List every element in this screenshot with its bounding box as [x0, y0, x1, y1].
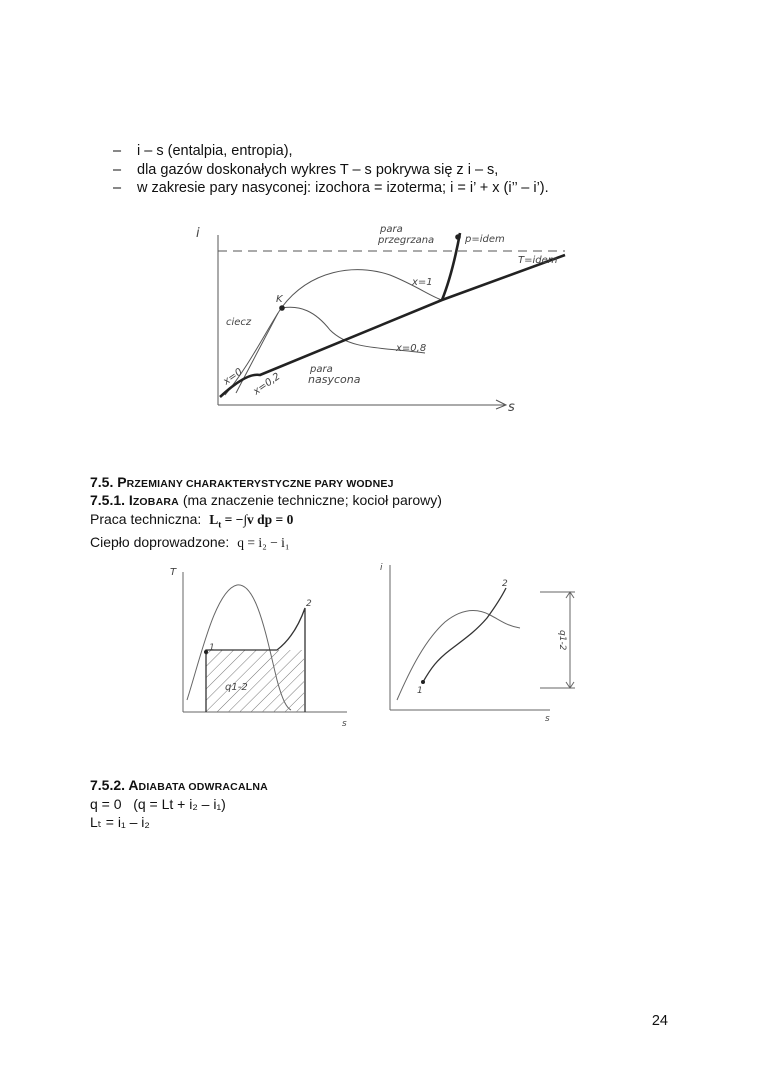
- label-point-1: 1: [417, 686, 423, 696]
- bullet-text: w zakresie pary nasyconej: izochora = izoterma; i = i’ + x (i’’ – i’).: [137, 180, 549, 196]
- bullet-list: [113, 142, 549, 198]
- label-x0: x=0: [221, 366, 245, 388]
- bullet-text: i – s (entalpia, entropia),: [137, 143, 293, 159]
- label-point-1: 1: [209, 643, 215, 653]
- label-i: i: [196, 226, 200, 241]
- section-title-initial: A: [128, 777, 139, 793]
- praca-label: Praca techniczna:: [90, 511, 202, 527]
- label-point-2: 2: [306, 599, 312, 609]
- section-title-initial: P: [117, 474, 127, 490]
- label-q12: q1-2: [225, 682, 248, 693]
- list-item: [113, 179, 549, 198]
- praca-formula: [209, 512, 294, 530]
- section-note: (ma znaczenie techniczne; kocioł parowy): [182, 492, 442, 508]
- label-q12: q1-2: [557, 630, 567, 651]
- label-x08: x=0,8: [396, 343, 427, 354]
- saturation-curve: [397, 611, 520, 700]
- page-number: 24: [651, 1013, 668, 1029]
- formula-sub: t: [218, 519, 222, 530]
- label-K: K: [276, 294, 283, 305]
- label-x02: x=0,2: [251, 371, 283, 398]
- section-title: RZEMIANY CHARAKTERYSTYCZNE PARY WODNEJ: [126, 478, 394, 490]
- adiabata-line-1: q = 0 (q = Lt + i₂ – i₁): [90, 796, 226, 812]
- label-para-nasycona: para: [310, 364, 333, 375]
- isobar-path: [423, 588, 506, 682]
- label-T: T: [170, 567, 177, 578]
- cieplo-label: Ciepło doprowadzone:: [90, 534, 230, 550]
- section-number: 7.5.2.: [90, 777, 126, 793]
- section-heading-7-5-2: [90, 776, 268, 796]
- label-ciecz: ciecz: [226, 317, 252, 328]
- adiabata-line-2: Lₜ = i₁ – i₂: [90, 814, 150, 830]
- praca-line: [90, 510, 293, 529]
- critical-point: [279, 305, 285, 311]
- section-title-initial: I: [128, 492, 133, 508]
- bullet-marker: –: [113, 161, 122, 178]
- label-T-idem: T=idem: [518, 255, 558, 266]
- T-s-diagram: [165, 560, 355, 730]
- bullet-marker: –: [113, 180, 122, 196]
- list-item: [113, 161, 549, 180]
- point-1: [204, 650, 208, 654]
- label-nasycona: nasycona: [308, 373, 361, 386]
- label-para: para: [380, 224, 403, 235]
- section-number: 7.5.: [90, 474, 114, 490]
- label-s: s: [545, 714, 550, 724]
- section-heading-7-5-1: [90, 491, 442, 511]
- q-area: [206, 650, 304, 712]
- label-i: i: [380, 563, 383, 573]
- label-przegrzana: przegrzana: [378, 235, 435, 246]
- label-x1: x=1: [412, 277, 433, 288]
- cieplo-line: [90, 533, 290, 552]
- label-p-idem: p=idem: [465, 234, 505, 245]
- label-s: s: [508, 400, 515, 415]
- i-s-isobar-diagram: [375, 560, 600, 725]
- isobar-point: [455, 234, 461, 240]
- list-item: [113, 142, 549, 161]
- isobar-line: [442, 233, 460, 300]
- bullet-text: dla gazów doskonałych wykres T – s pokrywa się z i – s,: [137, 161, 499, 178]
- label-s: s: [342, 719, 347, 729]
- section-title: ZOBARA: [132, 496, 179, 508]
- formula-lhs: L: [209, 512, 219, 527]
- bullet-marker: –: [113, 143, 122, 159]
- cieplo-formula: q = i₂ − i₁: [237, 535, 290, 550]
- section-number: 7.5.1.: [90, 492, 126, 508]
- section-heading-7-5: [90, 473, 394, 493]
- section-title: DIABATA ODWRACALNA: [138, 781, 268, 793]
- label-point-2: 2: [502, 579, 508, 589]
- point-1: [421, 680, 425, 684]
- i-s-diagram: [180, 215, 580, 420]
- formula-rhs: = −∫v dp = 0: [224, 512, 294, 527]
